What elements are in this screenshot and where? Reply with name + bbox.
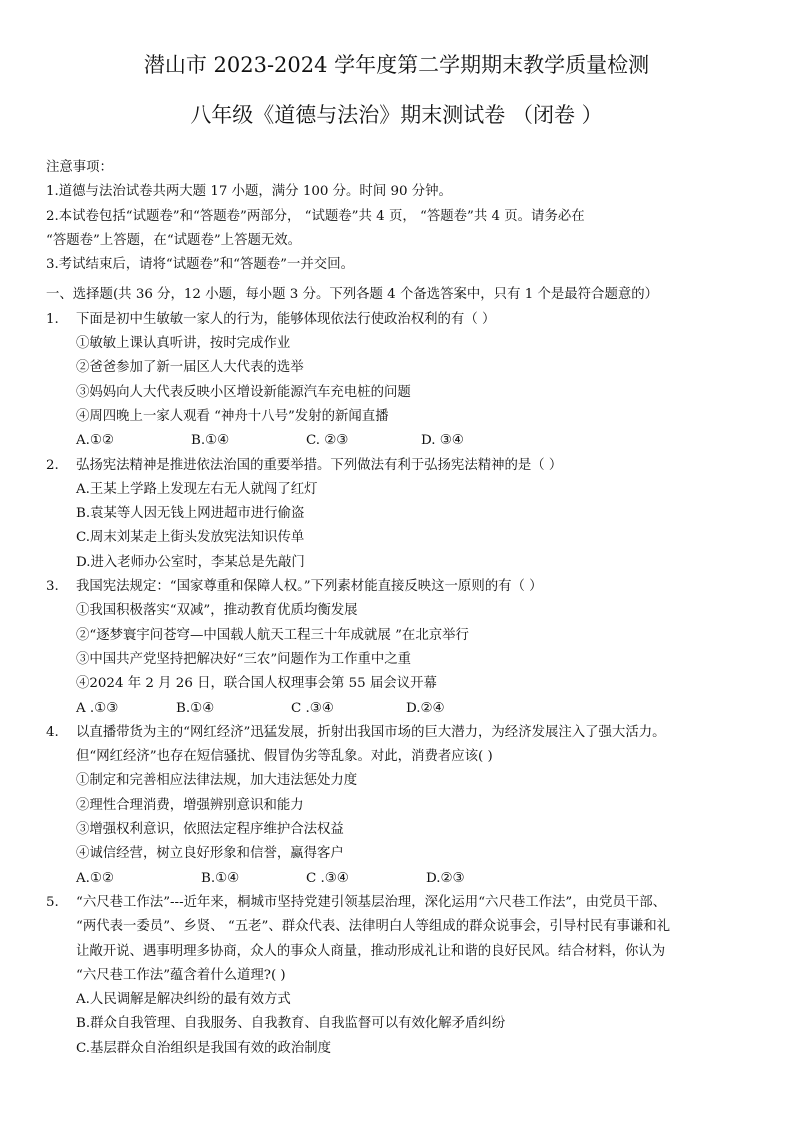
answer-choices [46, 867, 758, 891]
question-stem [46, 891, 758, 915]
question-item: ④2024 年 2 月 26 日，联合国人权理事会第 55 届会议开幕 [76, 676, 437, 692]
question-text-cont: “六尺巷工作法”蕴含着什么道理?( ) [76, 967, 286, 983]
question-item: ①制定和完善相应法律法规，加大违法惩处力度 [76, 773, 358, 789]
question-number: 2. [46, 457, 59, 473]
question-text-cont: 让敞开说、遇事明理多协商，众人的事众人商量，推动形成礼让和谐的良好民风。结合材料，你认为 [76, 943, 666, 959]
choice-d: D.②④ [406, 700, 445, 716]
question-item: C.基层群众自治组织是我国有效的政治制度 [76, 1040, 332, 1056]
question-number: 3. [46, 579, 59, 595]
question-item: ①敏敏上课认真听讲，按时完成作业 [76, 336, 291, 352]
exam-title-line1: 潜山市 2023-2024 学年度第二学期期末教学质量检测 [143, 53, 650, 77]
choice-a: A.①② [76, 870, 114, 886]
question-stem [46, 721, 758, 745]
question-text: 弘扬宪法精神是推进依法治国的重要举措。下列做法有利于弘扬宪法精神的是（ ） [76, 457, 563, 473]
question-3 [46, 575, 758, 721]
choice-c: C .③④ [291, 700, 334, 716]
question-4 [46, 721, 758, 891]
question-5 [46, 891, 758, 1061]
choice-d: D.②③ [426, 870, 465, 886]
question-item: D.进入老师办公室时，李某总是先敲门 [76, 554, 305, 570]
notice-item: 1.道德与法治试卷共两大题 17 小题，满分 100 分。时间 90 分钟。 [46, 184, 452, 200]
question-item: ③中国共产党坚持把解决好“三农”问题作为工作重中之重 [76, 651, 412, 667]
choice-a: A.①② [76, 433, 114, 449]
notice-heading: 注意事项： [46, 160, 113, 175]
question-item: C.周末刘某走上街头发放宪法知识传单 [76, 530, 305, 546]
question-stem [46, 308, 758, 332]
question-text-cont: “两代表一委员”、乡贤、 “五老”、群众代表、法律明白人等组成的群众说事会，引导村民有事谦和礼 [76, 919, 671, 935]
question-1 [46, 308, 758, 454]
question-text: 我国宪法规定：“国家尊重和保障人权。”下列素材能直接反映这一原则的有（ ） [76, 579, 543, 595]
question-text: 下面是初中生敏敏一家人的行为，能够体现依法行使政治权利的有（ ） [76, 311, 496, 327]
question-item: B.群众自我管理、自我服务、自我教育、自我监督可以有效化解矛盾纠纷 [76, 1016, 506, 1032]
answer-choices [46, 429, 758, 453]
section-heading: 一、选择题(共 36 分，12 小题，每小题 3 分。下列各题 4 个备选答案中，只有 1 个是最符合题意的） [46, 287, 659, 303]
question-stem [46, 575, 758, 599]
question-item: ②理性合理消费，增强辨别意识和能力 [76, 797, 304, 813]
question-item: ③增强权利意识，依照法定程序维护合法权益 [76, 822, 344, 838]
exam-title-line2: 八年级《道德与法治》期末测试卷 （闭卷 ） [190, 103, 603, 127]
choice-b: B.①④ [176, 700, 215, 716]
choice-b: B.①④ [191, 433, 230, 449]
choice-c: C. ②③ [306, 433, 349, 449]
question-text: 以直播带货为主的“网红经济”迅猛发展，折射出我国市场的巨大潜力，为经济发展注入了强大活力。 [76, 724, 666, 740]
answer-choices [46, 697, 758, 721]
question-number: 1. [46, 311, 59, 327]
question-text: “六尺巷工作法”---近年来，桐城市坚持党建引领基层治理，深化运用“六尺巷工作法”，由党员干部、 [76, 894, 666, 910]
notice-item: “答题卷”上答题，在“试题卷”上答题无效。 [46, 232, 302, 248]
question-item: ④周四晚上一家人观看 “神舟十八号”发射的新闻直播 [76, 408, 389, 424]
question-item: A.人民调解是解决纠纷的最有效方式 [76, 992, 291, 1008]
question-item: ②爸爸参加了新一届区人大代表的选举 [76, 360, 304, 376]
question-text-cont: 但“网红经济”也存在短信骚扰、假冒伪劣等乱象。对此，消费者应该( ) [76, 749, 493, 765]
question-item: ③妈妈向人大代表反映小区增设新能源汽车充电桩的问题 [76, 384, 411, 400]
question-item: B.袁某等人因无钱上网进超市进行偷盗 [76, 506, 305, 522]
question-item: ②“逐梦寰宇问苍穹—中国载人航天工程三十年成就展 ”在北京举行 [76, 627, 469, 643]
exam-body [46, 156, 758, 1061]
choice-c: C .③④ [306, 870, 349, 886]
choice-b: B.①④ [201, 870, 240, 886]
notice-item: 2.本试卷包括“试题卷”和“答题卷”两部分， “试题卷”共 4 页， “答题卷”共 4 页。请务必在 [46, 208, 585, 224]
question-item: ④诚信经营，树立良好形象和信誉，赢得客户 [76, 846, 344, 862]
choice-a: A .①③ [76, 700, 119, 716]
notice-item: 3.考试结束后，请将“试题卷”和“答题卷”一并交回。 [46, 257, 354, 273]
question-item: A.王某上学路上发现左右无人就闯了红灯 [76, 481, 318, 497]
question-stem [46, 454, 758, 478]
question-number: 4. [46, 724, 59, 740]
question-item: ①我国积极落实“双减”，推动教育优质均衡发展 [76, 603, 358, 619]
question-2 [46, 454, 758, 575]
question-number: 5. [46, 894, 59, 910]
choice-d: D. ③④ [421, 433, 464, 449]
